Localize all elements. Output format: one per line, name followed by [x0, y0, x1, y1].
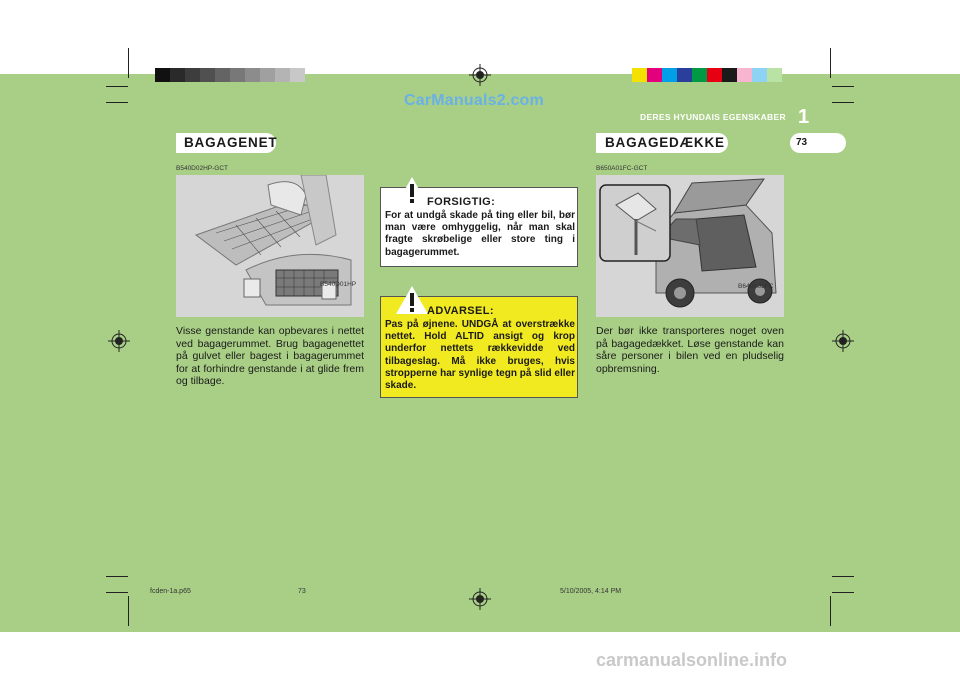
color-swatch [752, 68, 767, 82]
bagagedaekke-description: Der bør ikke transporteres noget oven på bagagedækket. Løse genstande kan såre personer i bilen ved en pludselig opbremsning. [596, 325, 784, 375]
section-code: B650A01FC-GCT [596, 165, 648, 172]
chapter-number: 1 [798, 106, 810, 128]
registration-mark-icon [832, 330, 854, 352]
registration-mark-icon [469, 588, 491, 610]
color-swatch [155, 68, 170, 82]
registration-mark-icon [469, 64, 491, 86]
color-swatch [185, 68, 200, 82]
grayscale-color-bar [155, 68, 305, 82]
color-swatch [662, 68, 677, 82]
color-swatch [260, 68, 275, 82]
footer-date: 5/10/2005, 4:14 PM [560, 588, 622, 595]
registration-mark-icon [108, 330, 130, 352]
warning-title: ADVARSEL: [427, 305, 494, 317]
image-code: B640A02FC [738, 283, 774, 290]
watermark-bottom-link[interactable]: carmanualsonline.info [596, 650, 788, 670]
color-swatch [215, 68, 230, 82]
color-swatch [647, 68, 662, 82]
color-swatch [677, 68, 692, 82]
chapter-label: DERES HYUNDAIS EGENSKABER [640, 112, 786, 122]
process-color-bar [632, 68, 782, 82]
color-swatch [275, 68, 290, 82]
footer-file: fcden-1a.p65 [150, 588, 191, 595]
watermark-link[interactable]: CarManuals2.com [404, 92, 544, 109]
color-swatch [767, 68, 782, 82]
section-code: B540D02HP-GCT [176, 165, 229, 172]
color-swatch [200, 68, 215, 82]
bagagenet-description: Visse genstande kan opbevares i nettet ved bagagerummet. Brug bagagenettet på gulvet eller bagest i bagagerummet for at forhindre genstande i at glide frem og tilbage. [176, 325, 364, 387]
color-swatch [632, 68, 647, 82]
caution-box [380, 187, 578, 267]
exclamation-icon [395, 285, 429, 315]
caution-title: FORSIGTIG: [427, 196, 496, 208]
warning-box [380, 296, 578, 398]
section-title-bagagenet: BAGAGENET [184, 135, 278, 150]
color-swatch [692, 68, 707, 82]
color-swatch [290, 68, 305, 82]
image-code: B540D01HP [320, 281, 357, 288]
color-swatch [722, 68, 737, 82]
section-title-bagagedaekke: BAGAGEDÆKKE [605, 135, 725, 150]
luggage-net-photo [176, 175, 364, 317]
footer-page: 73 [298, 588, 306, 595]
color-swatch [230, 68, 245, 82]
color-swatch [737, 68, 752, 82]
caution-text: For at undgå skade på ting eller bil, bør man være omhyggelig, når man skal fragte skrøbelige eller store ting i bagagerummet. [385, 210, 575, 258]
warning-text: Pas på øjnene. UNDGÅ at overstrække nettet. Hold ALTID ansigt og krop underfor nettets rækkevidde ved tilbageslag. Må ikke bruges, hvis stropperne har synlige tegn på slid eller skade. [385, 319, 575, 392]
color-swatch [707, 68, 722, 82]
luggage-cover-photo [596, 175, 784, 317]
page-number: 73 [796, 137, 808, 148]
exclamation-icon [395, 176, 429, 206]
color-swatch [170, 68, 185, 82]
color-swatch [245, 68, 260, 82]
